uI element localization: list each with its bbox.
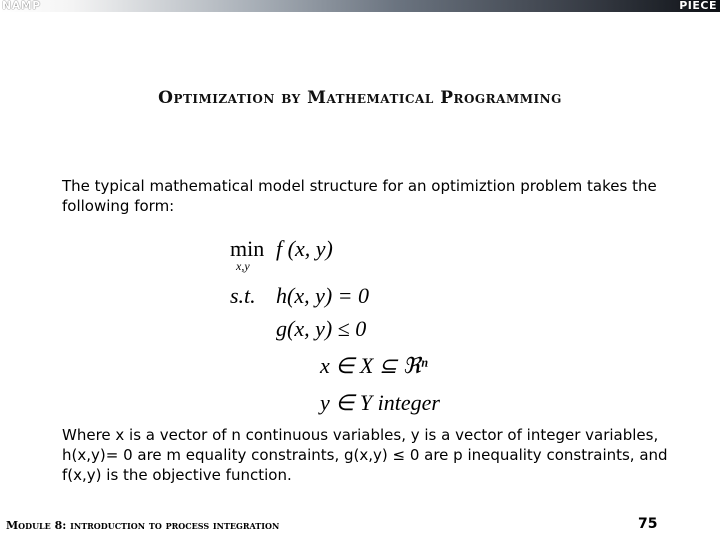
intro-text: The typical mathematical model structure for an optimiztion problem takes the following form: — [62, 177, 657, 215]
objective-operator: min — [230, 236, 265, 261]
inequality-constraint: g(x, y) ≤ 0 — [276, 316, 367, 341]
header-right-label: PIECE — [679, 0, 717, 12]
footer-module-label: Module 8: introduction to process integration — [6, 519, 280, 532]
y-domain: y ∈ Y integer — [320, 390, 440, 415]
header-bar — [0, 0, 720, 12]
page-number: 75 — [638, 516, 658, 532]
objective-subscript: x,y — [236, 259, 250, 273]
where-text: Where x is a vector of n continuous variables, y is a vector of integer variables, h(x,y)= 0 are m equality constraints, g(x,y) ≤ 0 are p inequality constraints, and f(x,y) is the objective function. — [62, 426, 668, 484]
slide-title: Optimization by Mathematical Programming — [158, 88, 562, 108]
subject-to-label: s.t. — [230, 283, 256, 308]
objective-expression: f (x, y) — [276, 236, 333, 261]
header-left-label: NAMP — [2, 0, 41, 12]
equality-constraint: h(x, y) = 0 — [276, 283, 370, 308]
x-domain: x ∈ X ⊆ ℜⁿ — [320, 353, 428, 378]
